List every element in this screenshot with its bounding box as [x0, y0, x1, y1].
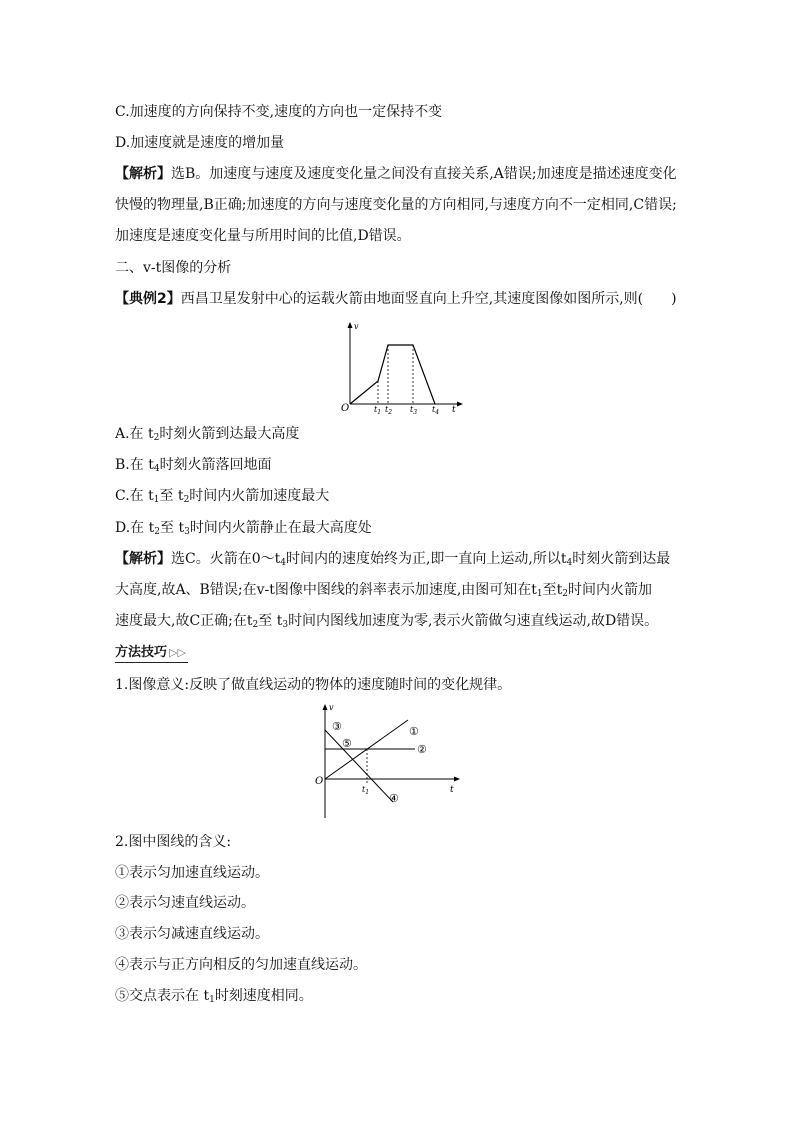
x-axis-arrow	[454, 777, 460, 782]
lines-vt-graph	[315, 700, 465, 822]
option-2c: C.在 $t_1$至 $t_2$时间内火箭加速度最大	[115, 488, 330, 505]
origin-label: O	[341, 403, 350, 414]
tick-t1: $t_1$	[362, 785, 370, 796]
tick-t4: $t_4$	[432, 405, 440, 416]
y-axis-arrow	[323, 704, 328, 710]
origin-label: O	[315, 776, 324, 787]
rocket-vt-graph	[335, 318, 465, 418]
analysis-1-line-1	[115, 164, 677, 184]
y-axis-label: v	[354, 322, 359, 331]
label-4: ④	[389, 792, 399, 805]
x-axis-label: t	[450, 785, 454, 795]
analysis-2-line-1: 【解析】选C。火箭在$0\sim t_4$时间内的速度始终为正,即一直向上运动,所以$t_4$时刻火箭到达最	[115, 551, 671, 568]
option-2d: D.在 $t_2$至 $t_3$时间内火箭静止在最大高度处	[115, 520, 372, 537]
label-3: ③	[332, 720, 342, 733]
method-tips-heading: 方法技巧 ▷▷	[115, 644, 188, 663]
label-2: ②	[417, 743, 427, 756]
arrow-icon: ▷▷	[169, 646, 186, 659]
analysis-1-line-3: 加速度是速度变化量与所用时间的比值,D错误。	[115, 228, 411, 244]
velocity-curve	[350, 345, 435, 404]
meaning-of-graph: 1.图像意义:反映了做直线运动的物体的速度随时间的变化规律。	[115, 677, 512, 693]
y-axis-label: v	[329, 703, 334, 712]
analysis-1-line-2: 快慢的物理量,B正确;加速度的方向与速度变化量的方向相同,与速度方向不一定相同,C错误;	[115, 197, 677, 213]
analysis-tag: 【解析】	[115, 166, 171, 182]
meaning-title: 2.图中图线的含义:	[115, 834, 232, 850]
meaning-item-5: ⑤交点表示在 $t_1$时刻速度相同。	[115, 988, 313, 1005]
option-2a: A.在 $t_2$时刻火箭到达最大高度	[115, 426, 300, 443]
x-axis-arrow	[457, 402, 463, 407]
tick-t3: $t_3$	[410, 405, 418, 416]
analysis-2-line-3: 速度最大,故C正确;在$t_2$至 $t_3$时间内图线加速度为零,表示火箭做匀速直线运动,故D错误。	[115, 613, 659, 630]
option-2b: B.在 $t_4$时刻火箭落回地面	[115, 457, 272, 474]
line-3	[325, 730, 393, 802]
example-tag: 【典例2】	[115, 291, 181, 307]
x-axis-label: t	[452, 405, 456, 415]
meaning-item-2: ②表示匀速直线运动。	[115, 895, 255, 911]
label-5: ⑤	[342, 737, 352, 750]
section-title: 二、v-t图像的分析	[115, 260, 232, 276]
option-d-text: D.加速度就是速度的增加量	[115, 135, 285, 151]
example-text: 西昌卫星发射中心的运载火箭由地面竖直向上升空,其速度图像如图所示,则( )	[180, 291, 677, 307]
tick-t1: $t_1$	[374, 405, 382, 416]
meaning-item-4: ④表示与正方向相反的匀加速直线运动。	[115, 957, 367, 973]
label-1: ①	[409, 725, 419, 738]
meaning-item-1: ①表示匀加速直线运动。	[115, 865, 269, 881]
y-axis-arrow	[348, 322, 353, 328]
analysis-text: 选B。加速度与速度及速度变化量之间没有直接关系,A错误;加速度是描述速度变化	[171, 166, 677, 182]
meaning-item-3: ③表示匀减速直线运动。	[115, 926, 269, 942]
tick-t2: $t_2$	[385, 405, 393, 416]
example-2	[115, 289, 677, 309]
analysis-2-line-2: 大高度,故A、B错误;在v-t图像中图线的斜率表示加速度,由图可知在$t_1$至$t_2$时间内火箭加	[115, 582, 653, 599]
option-c-text: C.加速度的方向保持不变,速度的方向也一定保持不变	[115, 104, 443, 120]
